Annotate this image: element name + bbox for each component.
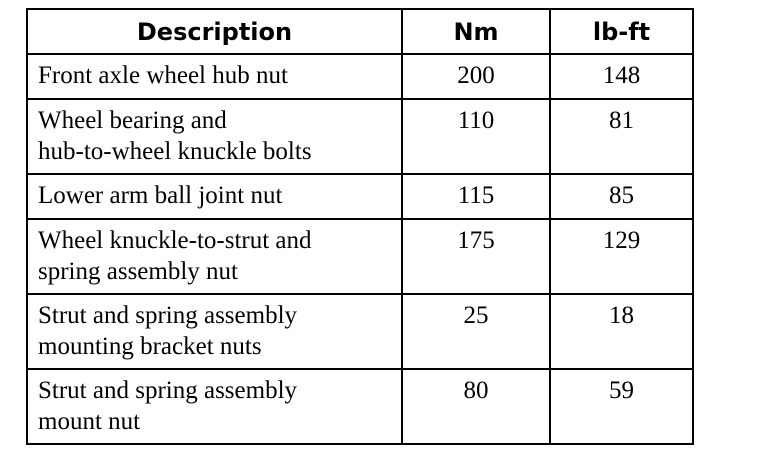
- column-header-description: Description: [27, 9, 402, 54]
- description-cell: [27, 294, 402, 369]
- nm-value: 175: [402, 219, 550, 294]
- description-line: hub-to-wheel knuckle bolts: [38, 138, 312, 165]
- description-line: Wheel bearing and: [38, 107, 227, 134]
- table-row: [27, 174, 693, 219]
- nm-value: 115: [402, 174, 550, 219]
- lb-ft-value: 129: [550, 219, 693, 294]
- description-line: mount nut: [38, 408, 141, 435]
- description-line: Wheel knuckle-to-strut and: [38, 227, 312, 254]
- column-header-lb-ft: lb-ft: [550, 9, 693, 54]
- table-row: [27, 219, 693, 294]
- table-header-row: [27, 9, 693, 54]
- table-row: [27, 369, 693, 444]
- nm-value: 25: [402, 294, 550, 369]
- table-row: [27, 294, 693, 369]
- description-line: Strut and spring assembly: [38, 302, 298, 329]
- description-cell: [27, 369, 402, 444]
- description-line: Strut and spring assembly: [38, 377, 298, 404]
- description-cell: [27, 99, 402, 174]
- nm-value: 80: [402, 369, 550, 444]
- column-header-nm: Nm: [402, 9, 550, 54]
- lb-ft-value: 81: [550, 99, 693, 174]
- description-line: mounting bracket nuts: [38, 333, 262, 360]
- description-line: spring assembly nut: [38, 258, 238, 285]
- description-cell: [27, 54, 402, 99]
- table-row: [27, 99, 693, 174]
- description-line: Front axle wheel hub nut: [38, 62, 288, 89]
- torque-specification-table: [26, 8, 694, 445]
- description-line: Lower arm ball joint nut: [38, 182, 283, 209]
- table-row: [27, 54, 693, 99]
- description-cell: [27, 219, 402, 294]
- lb-ft-value: 148: [550, 54, 693, 99]
- lb-ft-value: 18: [550, 294, 693, 369]
- description-cell: [27, 174, 402, 219]
- lb-ft-value: 59: [550, 369, 693, 444]
- nm-value: 110: [402, 99, 550, 174]
- nm-value: 200: [402, 54, 550, 99]
- lb-ft-value: 85: [550, 174, 693, 219]
